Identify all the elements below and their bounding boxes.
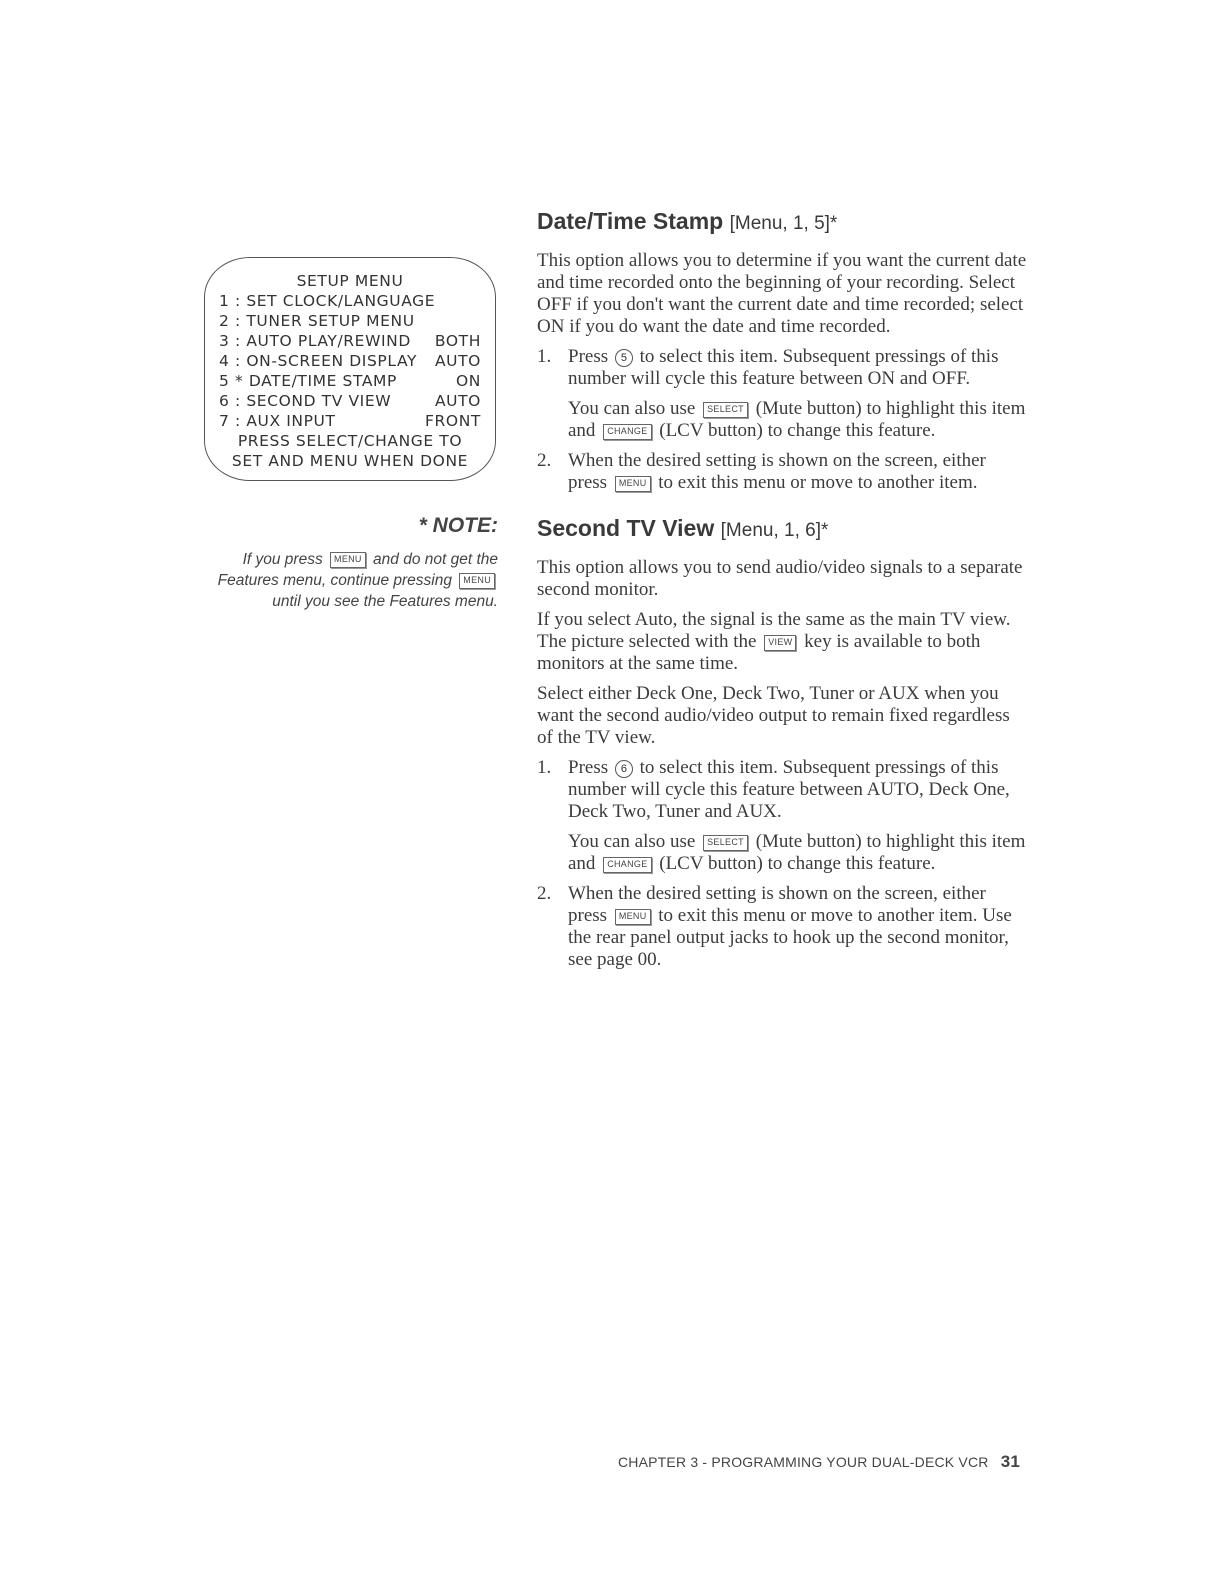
change-key-icon: CHANGE bbox=[603, 424, 651, 440]
note-text bbox=[150, 549, 498, 612]
step-text-part: to select this item. Subsequent pressings of this number will cycle this feature between ON and OFF. bbox=[568, 346, 999, 389]
select-key-icon: SELECT bbox=[703, 402, 748, 418]
step-text-part: When the desired setting is shown on the screen, either press bbox=[568, 450, 986, 493]
step-text-part: (Mute button) to highlight this item and bbox=[568, 831, 1026, 874]
step-text-part: You can also use bbox=[568, 831, 696, 852]
step-text bbox=[568, 757, 1027, 823]
setup-menu-item-label: 5 * DATE/TIME STAMP bbox=[219, 372, 397, 390]
section-paragraph: This option allows you to send audio/video signals to a separate second monitor. bbox=[537, 557, 1023, 600]
setup-menu-item bbox=[219, 291, 483, 311]
setup-menu-item-label: 4 : ON-SCREEN DISPLAY bbox=[219, 352, 418, 370]
menu-reference: [Menu, 1, 5]* bbox=[729, 213, 838, 234]
setup-menu-item-label: 7 : AUX INPUT bbox=[219, 412, 336, 430]
step-item bbox=[537, 883, 1027, 971]
setup-menu-item-label: 6 : SECOND TV VIEW bbox=[219, 392, 392, 410]
setup-menu-item bbox=[219, 351, 483, 371]
step-text bbox=[568, 883, 1027, 971]
view-key-icon: VIEW bbox=[764, 635, 796, 651]
menu-key-icon: MENU bbox=[330, 552, 366, 568]
step-text-part: (Mute button) to highlight this item and bbox=[568, 398, 1026, 441]
step-text bbox=[568, 346, 1027, 390]
setup-menu-item-value: AUTO bbox=[434, 392, 481, 410]
step-text-part: You can also use bbox=[568, 398, 696, 419]
step-number: 1. bbox=[537, 757, 552, 778]
step-text-part: to exit this menu or move to another item. bbox=[658, 472, 978, 493]
page-number: 31 bbox=[1000, 1452, 1020, 1471]
page-footer bbox=[600, 1452, 1020, 1472]
section-paragraph bbox=[537, 609, 1027, 675]
section-title: Second TV View bbox=[537, 515, 715, 541]
setup-menu-item-value: ON bbox=[456, 372, 481, 390]
step-item bbox=[537, 450, 1027, 494]
paragraph-text-part: key is available to both monitors at the same time. bbox=[537, 631, 981, 674]
number-6-button-icon: 6 bbox=[615, 760, 633, 778]
step-number: 2. bbox=[537, 883, 552, 904]
step-text-part: (LCV button) to change this feature. bbox=[659, 853, 936, 874]
menu-key-icon: MENU bbox=[615, 909, 651, 925]
step-number: 1. bbox=[537, 346, 552, 367]
setup-menu-screen bbox=[204, 257, 496, 481]
section-intro: This option allows you to determine if you want the current date and time recorded onto the beginning of your recording. Select OFF if you don't want the current date and time recorded; select ON if you do want the date and time recorded. bbox=[537, 250, 1027, 337]
step-text bbox=[568, 398, 1027, 442]
step-text-part: Press bbox=[568, 757, 609, 778]
note-text-part: If you press bbox=[242, 551, 323, 568]
change-key-icon: CHANGE bbox=[603, 857, 651, 873]
chapter-title: CHAPTER 3 - PROGRAMMING YOUR DUAL-DECK VCR bbox=[617, 1454, 989, 1470]
step-text-part: to exit this menu or move to another item. Use the rear panel output jacks to hook up the second monitor, see page 00. bbox=[568, 905, 1012, 970]
note-text-part: and do not get the bbox=[373, 551, 498, 568]
setup-menu-item bbox=[219, 411, 483, 431]
setup-menu-item bbox=[219, 391, 483, 411]
step-list bbox=[537, 757, 1027, 971]
section-paragraph: Select either Deck One, Deck Two, Tuner or AUX when you want the second audio/video output to remain fixed regardless of the TV view. bbox=[537, 683, 1010, 748]
paragraph-text-part: If you select Auto, the signal is the same as the main TV view. The picture selected with the bbox=[537, 609, 1011, 652]
menu-key-icon: MENU bbox=[615, 476, 651, 492]
setup-menu-item-value: AUTO bbox=[434, 352, 481, 370]
step-item bbox=[537, 346, 1027, 442]
menu-key-icon: MENU bbox=[459, 573, 495, 589]
setup-menu-item-value: BOTH bbox=[434, 332, 481, 350]
step-item bbox=[537, 757, 1027, 875]
step-text-part: (LCV button) to change this feature. bbox=[659, 420, 936, 441]
step-text bbox=[568, 831, 1027, 875]
setup-menu-item bbox=[219, 311, 483, 331]
setup-menu-item bbox=[219, 331, 483, 351]
menu-reference: [Menu, 1, 6]* bbox=[720, 520, 829, 541]
note-text-part: Features menu, continue pressing bbox=[217, 572, 452, 589]
step-list bbox=[537, 346, 1027, 494]
note-heading: * NOTE: bbox=[418, 514, 498, 537]
setup-menu-item-label: 2 : TUNER SETUP MENU bbox=[219, 312, 415, 330]
step-text bbox=[568, 450, 1027, 494]
setup-menu-item-value: FRONT bbox=[425, 412, 481, 430]
setup-menu-instruction: SET AND MENU WHEN DONE bbox=[231, 452, 469, 470]
step-text-part: Press bbox=[568, 346, 609, 367]
step-number: 2. bbox=[537, 450, 552, 471]
step-text-part: to select this item. Subsequent pressings of this number will cycle this feature between AUTO, Deck One, Deck Two, Tuner and AUX. bbox=[568, 757, 1010, 822]
setup-menu-item-label: 3 : AUTO PLAY/REWIND bbox=[219, 332, 411, 350]
main-content bbox=[537, 207, 1027, 979]
section-title: Date/Time Stamp bbox=[537, 208, 724, 234]
setup-menu-title: SETUP MENU bbox=[296, 272, 404, 290]
setup-menu-item-label: 1 : SET CLOCK/LANGUAGE bbox=[219, 292, 436, 310]
select-key-icon: SELECT bbox=[703, 835, 748, 851]
note-text-part: until you see the Features menu. bbox=[272, 593, 498, 610]
section-heading-date-time-stamp bbox=[537, 207, 1027, 238]
setup-menu-instruction: PRESS SELECT/CHANGE TO bbox=[237, 432, 463, 450]
number-5-button-icon: 5 bbox=[615, 349, 633, 367]
setup-menu-item bbox=[219, 371, 483, 391]
step-text-part: When the desired setting is shown on the screen, either press bbox=[568, 883, 986, 926]
section-heading-second-tv-view bbox=[537, 514, 1027, 545]
